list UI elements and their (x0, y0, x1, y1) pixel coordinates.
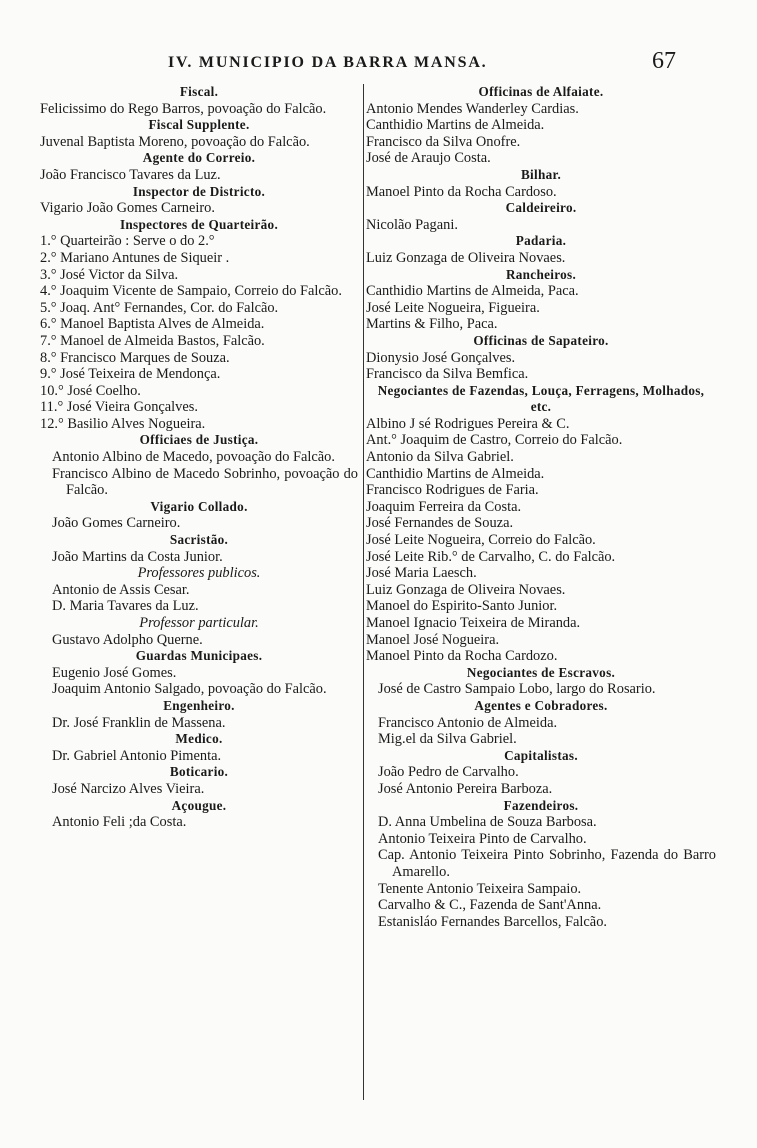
section-subheading: Professores publicos. (137, 565, 261, 582)
directory-entry: Manoel José Nogueira. (366, 631, 500, 648)
directory-entry: Antonio de Assis Cesar. (52, 581, 190, 598)
directory-entry: 8.° Francisco Marques de Souza. (40, 349, 230, 366)
directory-entry: Luiz Gonzaga de Oliveira Novaes. (366, 581, 566, 598)
directory-entry: Vigario João Gomes Carneiro. (40, 200, 215, 217)
directory-entry: Luiz Gonzaga de Oliveira Novaes. (366, 249, 566, 266)
directory-entry: Manoel Pinto da Rocha Cardoso. (366, 183, 557, 200)
directory-entry: Antonio Teixeira Pinto de Carvalho. (378, 830, 587, 847)
section-heading: Fiscal Supplente. (148, 117, 250, 133)
directory-entry: Tenente Antonio Teixeira Sampaio. (378, 880, 582, 897)
directory-entry: João Francisco Tavares da Luz. (40, 166, 221, 183)
directory-entry: Mig.el da Silva Gabriel. (378, 731, 517, 748)
directory-entry: João Gomes Carneiro. (52, 515, 181, 532)
directory-entry: Manoel Ignacio Teixeira de Miranda. (366, 615, 581, 631)
directory-entry: Dionysio José Gonçalves. (366, 349, 516, 366)
directory-entry: Dr. Gabriel Antonio Pimenta. (52, 747, 222, 764)
directory-entry: Francisco Rodrigues de Faria. (366, 482, 539, 499)
section-heading: Negociantes de Fazendas, Louça, Ferragens, Molhados, etc. (377, 382, 705, 415)
section-heading: Officiaes de Justiça. (139, 432, 259, 448)
directory-entry: 12.° Basilio Alves Nogueira. (40, 415, 206, 432)
directory-entry: Francisco da Silva Bemfica. (366, 366, 529, 383)
page-title: IV. MUNICIPIO DA BARRA MANSA. (168, 54, 488, 71)
directory-entry: Antonio da Silva Gabriel. (366, 449, 514, 466)
directory-entry: Joaquim Antonio Salgado, povoação do Falcão. (52, 681, 327, 698)
directory-entry: Antonio Feli ;da Costa. (52, 814, 187, 831)
section-heading: Guardas Municipaes. (135, 648, 263, 664)
directory-entry: 9.° José Teixeira de Mendonça. (40, 366, 221, 383)
directory-entry: 4.° Joaquim Vicente de Sampaio, Correio do Falcão. (40, 283, 342, 300)
section-heading: Padaria. (515, 233, 567, 249)
section-heading: Officinas de Alfaiate. (478, 84, 604, 99)
directory-entry: José Narcizo Alves Vieira. (52, 780, 205, 797)
section-heading: Boticario. (169, 764, 229, 780)
directory-entry: D. Maria Tavares da Luz. (52, 598, 199, 615)
directory-entry: Dr. José Franklin de Massena. (52, 714, 226, 731)
section-heading: Bilhar. (520, 166, 562, 182)
directory-entry: Martins & Filho, Paca. (366, 316, 498, 333)
column-divider (363, 84, 364, 1100)
directory-entry: Juvenal Baptista Moreno, povoação do Falcão. (40, 133, 310, 150)
directory-entry: José Leite Nogueira, Correio do Falcão. (366, 532, 596, 549)
section-heading: Officinas de Sapateiro. (473, 332, 609, 348)
directory-entry: Francisco Antonio de Almeida. (378, 714, 558, 731)
directory-entry: Felicissimo do Rego Barros, povoação do Falcão. (40, 100, 327, 117)
section-heading: Sacristão. (169, 532, 229, 548)
section-heading: Engenheiro. (163, 697, 235, 713)
directory-entry: 10.° José Coelho. (40, 382, 141, 399)
section-heading: Agente do Correio. (142, 150, 256, 166)
section-heading: Fazendeiros. (503, 797, 579, 813)
directory-entry: D. Anna Umbelina de Souza Barbosa. (378, 814, 597, 831)
section-subheading: Professor particular. (139, 615, 259, 631)
directory-entry: Estanisláo Fernandes Barcellos, Falcão. (378, 913, 607, 930)
directory-entry: José de Araujo Costa. (366, 150, 491, 167)
section-heading: Caldeireiro. (505, 200, 577, 216)
directory-entry: Ant.° Joaquim de Castro, Correio do Falcão. (366, 432, 623, 449)
section-heading: Agentes e Cobradores. (474, 697, 608, 713)
directory-entry: 1.° Quarteirão : Serve o do 2.° (40, 233, 215, 250)
directory-entry: João Pedro de Carvalho. (378, 764, 519, 781)
directory-entry: José Leite Nogueira, Figueira. (366, 299, 540, 316)
section-heading: Rancheiros. (505, 266, 577, 282)
directory-entry: 6.° Manoel Baptista Alves de Almeida. (40, 316, 265, 333)
section-heading: Medico. (175, 731, 223, 747)
directory-entry: Joaquim Ferreira da Costa. (366, 498, 522, 515)
section-heading: Vigario Collado. (150, 498, 248, 514)
section-heading: Negociantes de Escravos. (466, 664, 616, 680)
page-header (0, 48, 757, 80)
directory-entry: 11.° José Vieira Gonçalves. (40, 399, 198, 416)
directory-entry: Francisco Albino de Macedo Sobrinho, povoação do Falcão. (52, 465, 358, 499)
directory-entry: Manoel Pinto da Rocha Cardozo. (366, 648, 558, 665)
directory-entry: 2.° Mariano Antunes de Siqueir . (40, 249, 230, 266)
directory-entry: 3.° José Victor da Silva. (40, 266, 179, 283)
right-column (366, 84, 716, 930)
directory-entry: Albino J sé Rodrigues Pereira & C. (366, 415, 570, 432)
directory-entry: Nicolão Pagani. (366, 216, 458, 233)
section-heading: Fiscal. (179, 84, 219, 99)
directory-entry: Canthidio Martins de Almeida. (366, 117, 545, 134)
directory-entry: Francisco da Silva Onofre. (366, 133, 521, 150)
directory-entry: José Fernandes de Souza. (366, 515, 514, 532)
directory-entry: 5.° Joaq. Ant° Fernandes, Cor. do Falcão. (40, 299, 279, 316)
directory-entry: Carvalho & C., Fazenda de Sant'Anna. (378, 897, 602, 914)
directory-entry: Eugenio José Gomes. (52, 664, 177, 681)
left-column (40, 84, 358, 831)
directory-entry: Canthidio Martins de Almeida. (366, 465, 545, 482)
directory-entry: José de Castro Sampaio Lobo, largo do Rosario. (378, 681, 656, 698)
section-heading: Inspectores de Quarteirão. (119, 216, 279, 232)
directory-entry: João Martins da Costa Junior. (52, 548, 223, 565)
directory-entry: Manoel do Espirito-Santo Junior. (366, 598, 558, 615)
directory-entry: José Maria Laesch. (366, 565, 477, 582)
directory-entry: 7.° Manoel de Almeida Bastos, Falcão. (40, 332, 265, 349)
directory-entry: José Leite Rib.° de Carvalho, C. do Falcão. (366, 548, 616, 565)
directory-entry: Antonio Albino de Macedo, povoação do Falcão. (52, 449, 335, 466)
directory-entry: Gustavo Adolpho Querne. (52, 631, 203, 648)
page-number: 67 (652, 48, 676, 74)
section-heading: Capitalistas. (504, 747, 578, 763)
directory-entry: Cap. Antonio Teixeira Pinto Sobrinho, Fazenda do Barro Amarello. (378, 847, 716, 880)
directory-entry: José Antonio Pereira Barboza. (378, 780, 553, 797)
directory-entry: Canthidio Martins de Almeida, Paca. (366, 283, 579, 300)
directory-entry: Antonio Mendes Wanderley Cardias. (366, 100, 579, 117)
section-heading: Inspector de Districto. (132, 183, 266, 199)
section-heading: Açougue. (171, 797, 227, 813)
